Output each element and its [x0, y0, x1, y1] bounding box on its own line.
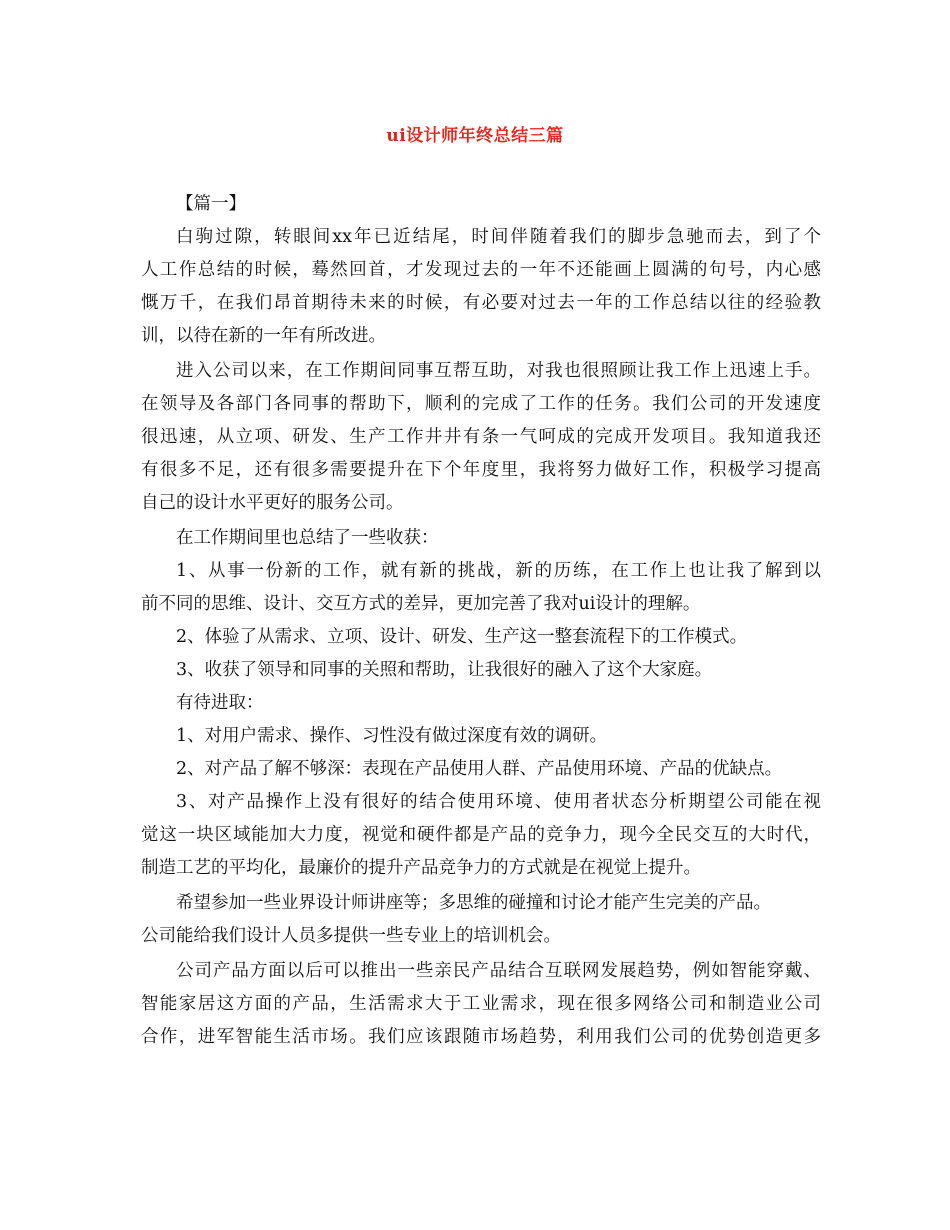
- paragraph-line: 有很多不足，还有很多需要提升在下个年度里，我将努力做好工作，积极学习提高: [141, 460, 821, 480]
- paragraph-line: 公司产品方面以后可以推出一些亲民产品结合互联网发展趋势，例如智能穿戴、: [176, 961, 821, 981]
- list-item: 1、从事一份新的工作，就有新的挑战，新的历练，在工作上也让我了解到以: [176, 561, 821, 581]
- list-item: 制造工艺的平均化，最廉价的提升产品竞争力的方式就是在视觉上提升。: [141, 858, 701, 878]
- paragraph-line: 人工作总结的时候，蓦然回首，才发现过去的一年不还能画上圆满的句号，内心感: [141, 260, 821, 280]
- paragraph-line: 进入公司以来，在工作期间同事互帮互助，对我也很照顾让我工作上迅速上手。: [176, 361, 821, 381]
- list-item: 觉这一块区域能加大力度，视觉和硬件都是产品的竞争力，现今全民交互的大时代，: [141, 825, 821, 845]
- paragraph-line: 智能家居这方面的产品，生活需求大于工业需求，现在很多网络公司和制造业公司: [141, 994, 821, 1014]
- paragraph-line: 很迅速，从立项、研发、生产工作井井有条一气呵成的完成开发项目。我知道我还: [141, 427, 821, 447]
- paragraph-line: 训，以待在新的一年有所改进。: [141, 326, 386, 346]
- paragraph-line: 自己的设计水平更好的服务公司。: [141, 493, 404, 513]
- paragraph-line: 有待进取：: [176, 693, 264, 713]
- document-body: [141, 188, 821, 1054]
- paragraph-line: 在领导及各部门各同事的帮助下，顺利的完成了工作的任务。我们公司的开发速度: [141, 394, 821, 414]
- list-item: 前不同的思维、设计、交互方式的差异，更加完善了我对ui设计的理解。: [141, 594, 701, 614]
- list-item: 1、对用户需求、操作、习性没有做过深度有效的调研。: [176, 726, 608, 746]
- list-item: 3、收获了领导和同事的关照和帮助，让我很好的融入了这个大家庭。: [176, 660, 713, 680]
- paragraph-line: 在工作期间里也总结了一些收获：: [176, 528, 439, 548]
- paragraph-line: 公司能给我们设计人员多提供一些专业上的培训机会。: [141, 926, 561, 946]
- paragraph-line: 白驹过隙，转眼间xx年已近结尾，时间伴随着我们的脚步急驰而去，到了个: [176, 227, 821, 247]
- paragraph-line: 希望参加一些业界设计师讲座等；多思维的碰撞和讨论才能产生完美的产品。: [176, 893, 771, 913]
- document-title: ui设计师年终总结三篇: [386, 126, 564, 146]
- list-item: 3、对产品操作上没有很好的结合使用环境、使用者状态分析期望公司能在视: [176, 792, 821, 812]
- paragraph-line: 慨万千，在我们昂首期待未来的时候，有必要对过去一年的工作总结以往的经验教: [141, 293, 821, 313]
- paragraph-line: 合作，进军智能生活市场。我们应该跟随市场趋势，利用我们公司的优势创造更多: [141, 1027, 821, 1047]
- list-item: 2、体验了从需求、立项、设计、研发、生产这一整套流程下的工作模式。: [176, 627, 748, 647]
- section-heading: 【篇一】: [176, 194, 246, 214]
- list-item: 2、对产品了解不够深：表现在产品使用人群、产品使用环境、产品的优缺点。: [176, 759, 783, 779]
